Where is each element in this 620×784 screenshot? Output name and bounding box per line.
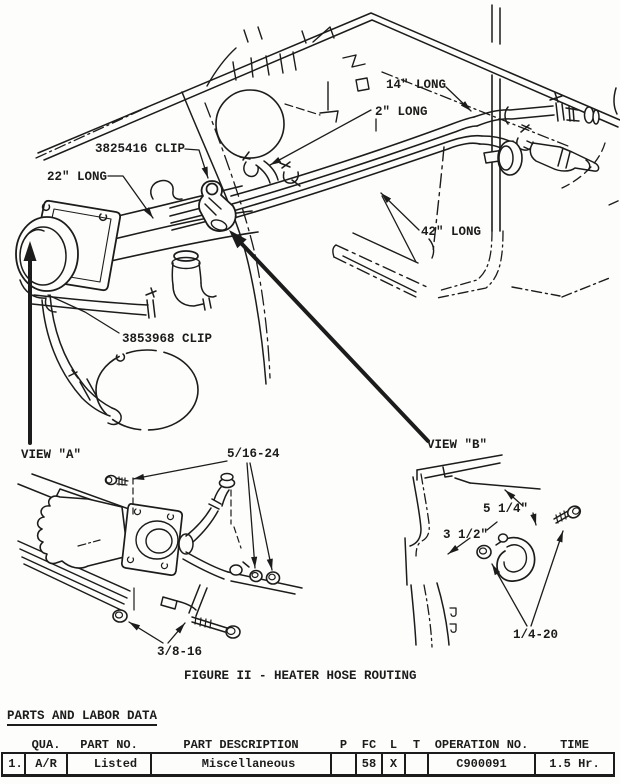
label-clip-upper: 3825416 CLIP (95, 142, 186, 156)
col-header-t: T (405, 736, 428, 753)
col-header-l: L (382, 736, 405, 753)
cell-part-description: Miscellaneous (151, 753, 331, 776)
label-dim-312: 3 1/2" (443, 528, 489, 542)
label-hose-22: 22" LONG (47, 170, 108, 184)
cell-p (331, 753, 356, 776)
col-header-rowno (2, 736, 25, 753)
col-header-p: P (331, 736, 356, 753)
parts-labor-table (1, 736, 615, 777)
cell-l: X (382, 753, 405, 776)
label-thread-516: 5/16-24 (227, 447, 280, 461)
heater-pipes (437, 75, 503, 298)
figure-caption: FIGURE II - HEATER HOSE ROUTING (184, 669, 417, 683)
view-a-detail (18, 474, 302, 639)
under-hood-details (207, 27, 369, 122)
table-row (2, 753, 614, 776)
col-header-fc: FC (356, 736, 382, 753)
label-thread-14: 1/4-20 (513, 628, 559, 642)
figure-labels (21, 78, 558, 659)
col-header-time: TIME (535, 736, 614, 753)
col-header-qua: QUA. (25, 736, 67, 753)
label-clip-lower: 3853968 CLIP (122, 332, 213, 346)
col-header-part-no: PART NO. (67, 736, 151, 753)
col-header-operation-no: OPERATION NO. (428, 736, 535, 753)
table-header-row (2, 736, 614, 753)
cell-part-no: Listed (67, 753, 151, 776)
cell-row-number: 1. (2, 753, 25, 776)
cell-fc: 58 (356, 753, 382, 776)
heater-core-fittings (474, 88, 620, 205)
label-hose-42: 42" LONG (421, 225, 482, 239)
col-header-part-description: PART DESCRIPTION (151, 736, 331, 753)
label-view-a: VIEW "A" (21, 448, 82, 462)
label-view-b: VIEW "B" (427, 438, 488, 452)
label-dim-514: 5 1/4" (483, 502, 529, 516)
label-thread-38: 3/8-16 (157, 645, 203, 659)
cell-qua: A/R (25, 753, 67, 776)
parts-labor-heading: PARTS AND LABOR DATA (7, 709, 157, 726)
label-hose-2: 2" LONG (375, 105, 428, 119)
cell-operation-no: C900091 (428, 753, 535, 776)
cell-t (405, 753, 428, 776)
cell-time: 1.5 Hr. (535, 753, 614, 776)
label-hose-14: 14" LONG (386, 78, 447, 92)
